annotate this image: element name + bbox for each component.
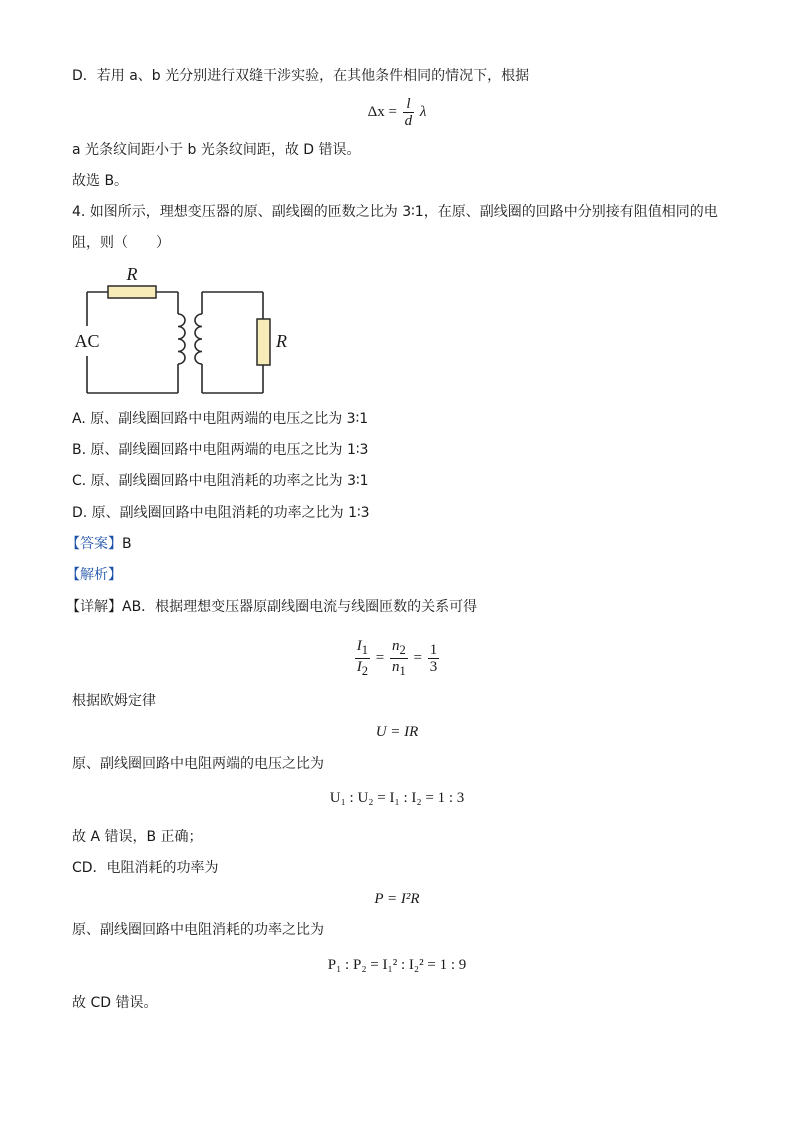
- turns-num-sub: 2: [399, 643, 406, 657]
- secondary-resistor: [257, 319, 270, 365]
- question-4-stem-line2: 阻，则（ ）: [72, 235, 170, 251]
- option-b: B. 原、副线圈回路中电阻两端的电压之比为 1∶3: [72, 442, 369, 458]
- current-fraction: [355, 638, 370, 679]
- fringe-denominator: d: [404, 113, 413, 129]
- primary-resistor: [108, 286, 156, 298]
- voltage-ratio-intro: 原、副线圈回路中电阻两端的电压之比为: [72, 756, 324, 772]
- primary-loop: [87, 292, 178, 393]
- option-a: A. 原、副线圈回路中电阻两端的电压之比为 3∶1: [72, 411, 369, 427]
- ac-source-label: AC: [74, 331, 100, 351]
- analysis-line: [66, 565, 122, 585]
- voltage-ratio-formula: U₁ : U₂ = I₁ : I₂ = 1 : 3: [329, 790, 465, 806]
- answer-label: 【答案】: [66, 536, 122, 552]
- ratio-value-den: 3: [429, 659, 438, 675]
- answer-value: B: [122, 536, 132, 552]
- turns-den-sub: 1: [399, 664, 406, 678]
- detail-line: [66, 597, 477, 617]
- fringe-spacing-formula: [0, 96, 794, 129]
- secondary-resistor-label: R: [276, 331, 287, 351]
- option-d: D. 原、副线圈回路中电阻消耗的功率之比为 1∶3: [72, 505, 370, 521]
- ratio-value-num: 1: [429, 642, 438, 658]
- fringe-conclusion: a 光条纹间距小于 b 光条纹间距，故 D 错误。: [72, 142, 361, 158]
- current-num-sub: 1: [361, 643, 369, 657]
- primary-coil: [178, 314, 185, 364]
- fringe-lhs: Δx =: [367, 103, 397, 120]
- option-c: C. 原、副线圈回路中电阻消耗的功率之比为 3∶1: [72, 473, 369, 489]
- conclusion-cd: 故 CD 错误。: [72, 995, 158, 1011]
- power-formula: P = I²R: [374, 891, 420, 907]
- power-ratio-formula: P₁ : P₂ = I₁² : I₂² = 1 : 9: [327, 957, 467, 973]
- power-ratio-intro: 原、副线圈回路中电阻消耗的功率之比为: [72, 922, 324, 938]
- choose-b-line: 故选 B。: [72, 173, 129, 189]
- answer-line: [66, 534, 132, 554]
- current-num: I: [356, 638, 362, 654]
- question-4-stem-line1: 4. 如图所示，理想变压器的原、副线圈的匝数之比为 3∶1，在原、副线圈的回路中分别接有阻值相同的电: [72, 204, 718, 220]
- secondary-coil: [195, 314, 202, 364]
- ohm-law-intro: 根据欧姆定律: [72, 693, 156, 709]
- fringe-numerator: l: [403, 96, 415, 113]
- turns-fraction: [390, 638, 408, 679]
- fringe-fraction: [403, 96, 415, 129]
- primary-resistor-label: R: [126, 264, 138, 284]
- fringe-lambda: λ: [419, 103, 427, 120]
- detail-label: 【详解】: [66, 599, 122, 615]
- turns-den: n: [392, 659, 400, 675]
- secondary-loop: [202, 292, 263, 393]
- current-den-sub: 2: [361, 664, 369, 678]
- turns-num: n: [392, 638, 400, 654]
- cd-intro: CD．电阻消耗的功率为: [72, 860, 219, 876]
- current-den: I: [356, 659, 362, 675]
- previous-option-d-text: D．若用 a、b 光分别进行双缝干涉实验，在其他条件相同的情况下，根据: [72, 68, 530, 84]
- ohm-law-formula: U = IR: [375, 724, 419, 740]
- conclusion-ab: 故 A 错误，B 正确；: [72, 829, 203, 845]
- transformer-circuit-diagram: [70, 262, 300, 397]
- analysis-label: 【解析】: [66, 567, 122, 583]
- detail-text: AB．根据理想变压器原副线圈电流与线圈匝数的关系可得: [122, 599, 478, 615]
- current-ratio-formula: $\frac{I_1}{I_2}$ = $\frac{n_2}{n_1}$ = $\frac{1}{3}$: [356, 638, 438, 678]
- ratio-value-fraction: [428, 642, 440, 675]
